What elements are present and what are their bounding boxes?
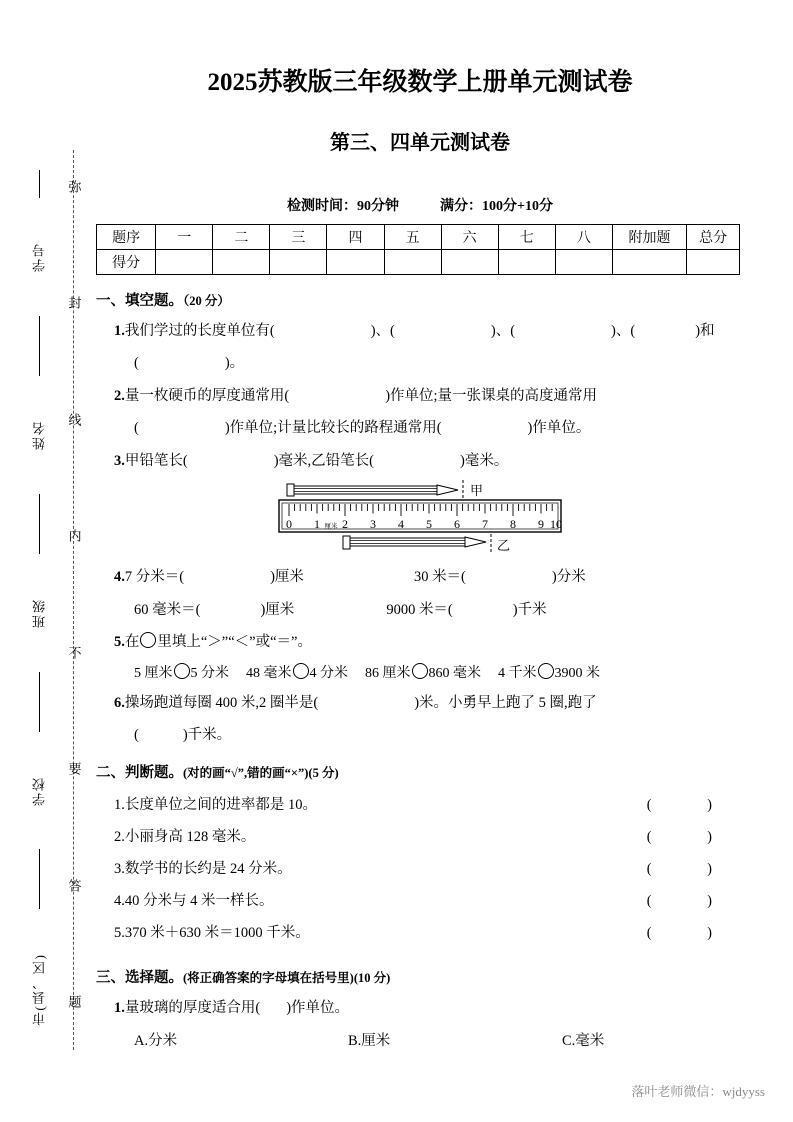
question-text: )毫米。 — [460, 452, 509, 469]
pencil-bottom-label: 乙 — [497, 538, 511, 554]
question-1-3 — [96, 450, 744, 472]
answer-parenthesis[interactable]: ( ) — [646, 892, 738, 909]
score-input-cell[interactable] — [327, 250, 384, 275]
question-text: )毫米,乙铅笔长( — [273, 452, 375, 469]
answer-parenthesis[interactable]: ( ) — [646, 828, 738, 845]
seal-notice-column — [62, 180, 86, 1010]
section-title: 三、选择题。 — [96, 969, 183, 986]
section-note: (对的画“√”,错的画“×”)(5 分) — [183, 765, 339, 780]
answer-parenthesis[interactable]: ( ) — [646, 796, 738, 813]
table-cell: 四 — [327, 225, 384, 250]
section-heading-fill — [96, 289, 744, 310]
comparison-circle[interactable] — [140, 632, 156, 648]
question-number: 6. — [114, 694, 125, 711]
question-text: )作单位;量一张课桌的高度通常用 — [385, 387, 598, 404]
comparison-right: 4 分米 — [309, 665, 348, 681]
question-number: 2. — [114, 387, 125, 404]
table-cell: 三 — [270, 225, 327, 250]
table-cell: 得分 — [97, 250, 156, 275]
answer-parenthesis[interactable]: ( ) — [646, 924, 738, 941]
comparison-right: 3900 米 — [554, 665, 600, 681]
comparison-item — [365, 662, 481, 682]
question-2-5 — [96, 921, 744, 942]
table-cell: 总分 — [687, 225, 740, 250]
comparison-left: 4 千米 — [498, 665, 537, 681]
seal-field-school: 学校 — [31, 775, 47, 806]
ruler-diagram-svg — [275, 478, 565, 556]
table-row — [97, 225, 740, 250]
question-text — [114, 857, 292, 878]
table-cell: 五 — [384, 225, 441, 250]
question-1-6-line2 — [96, 724, 744, 746]
pencil-top-label: 甲 — [470, 483, 484, 499]
seal-fields-column — [26, 170, 52, 1070]
question-1-6 — [96, 692, 744, 714]
score-input-cell[interactable] — [441, 250, 498, 275]
question-body: 370 米＋630 米＝1000 千米。 — [124, 924, 310, 941]
seal-notice-char: 答 — [66, 878, 82, 894]
page-title: 2025苏教版三年级数学上册单元测试卷 — [207, 69, 633, 96]
comparison-right: 5 分米 — [190, 665, 229, 681]
question-text — [114, 921, 310, 942]
seal-notice-char: 封 — [66, 296, 82, 312]
seal-notice-char: 内 — [66, 529, 82, 545]
question-body: 数学书的长约是 24 分米。 — [124, 860, 292, 877]
question-text: )厘米 — [260, 601, 295, 618]
comparison-item — [498, 662, 600, 682]
question-text: )分米 — [551, 569, 586, 586]
comparison-row — [96, 662, 744, 682]
score-input-cell[interactable] — [213, 250, 270, 275]
comparison-left: 48 毫米 — [246, 665, 292, 681]
question-text: 甲铅笔长( — [124, 452, 188, 469]
question-number: 5. — [114, 924, 125, 941]
question-body: 长度单位之间的进率都是 10。 — [124, 796, 317, 813]
question-text: ( — [134, 355, 139, 372]
table-row — [97, 250, 740, 275]
question-text: )千米。 — [182, 727, 232, 744]
question-text: )作单位。 — [286, 999, 350, 1016]
comparison-circle[interactable] — [412, 663, 428, 679]
svg-text:9: 9 — [538, 517, 544, 532]
table-cell: 二 — [213, 225, 270, 250]
table-cell: 七 — [498, 225, 555, 250]
section-title: 二、判断题。 — [96, 764, 183, 781]
seal-notice-char: 弥 — [66, 180, 82, 195]
question-1-4-line1 — [96, 566, 744, 588]
question-text: )米。小勇早上跑了 5 圈,跑了 — [414, 694, 597, 711]
question-text — [114, 825, 255, 846]
question-3-1-options — [96, 1029, 744, 1050]
question-body: 40 分米与 4 米一样长。 — [124, 892, 274, 909]
page-subtitle: 第三、四单元测试卷 — [330, 132, 510, 154]
seal-notice-char: 线 — [66, 412, 82, 428]
section-title: 一、填空题。 — [96, 293, 183, 309]
question-number: 2. — [114, 828, 125, 845]
seal-notice-char: 要 — [66, 762, 82, 778]
question-1-1-line2 — [96, 352, 744, 374]
svg-text:3: 3 — [370, 517, 376, 532]
question-text: ( — [134, 420, 139, 437]
table-cell: 八 — [555, 225, 612, 250]
question-text: 30 米＝( — [413, 569, 466, 586]
question-text: 我们学过的长度单位有( — [124, 323, 275, 339]
score-input-cell[interactable] — [612, 250, 686, 275]
question-2-2 — [96, 825, 744, 846]
question-text: )千米 — [512, 601, 547, 618]
question-text — [114, 889, 274, 910]
section-heading-choice — [96, 966, 744, 987]
seal-notice-char: 不 — [66, 645, 82, 661]
question-text: 操场跑道每圈 400 米,2 圈半是( — [124, 694, 319, 711]
score-input-cell[interactable] — [555, 250, 612, 275]
question-number: 3. — [114, 860, 125, 877]
question-number: 3. — [114, 452, 125, 469]
question-text: 7 分米＝( — [124, 569, 185, 586]
table-cell: 附加题 — [612, 225, 686, 250]
pencil-bottom — [343, 536, 486, 549]
seal-field-name: 姓名 — [31, 419, 47, 450]
comparison-left: 5 厘米 — [134, 665, 173, 681]
svg-text:5: 5 — [426, 517, 432, 532]
question-2-1 — [96, 793, 744, 814]
question-2-3 — [96, 857, 744, 878]
seal-notice-char: 题 — [66, 994, 82, 1010]
question-text: 量玻璃的厚度适合用( — [124, 999, 261, 1016]
question-2-4 — [96, 889, 744, 910]
sealing-margin — [0, 0, 90, 1122]
option-a[interactable]: A.分米 — [134, 1033, 178, 1050]
svg-text:8: 8 — [510, 517, 516, 532]
question-text: 在 — [124, 634, 140, 651]
ruler-unit-label: 厘米 — [324, 523, 338, 531]
question-1-2 — [96, 385, 744, 407]
question-text: 里填上“＞”“＜”或“＝”。 — [157, 634, 312, 651]
question-text — [114, 793, 317, 814]
question-3-1 — [96, 997, 744, 1019]
table-cell: 六 — [441, 225, 498, 250]
question-number: 5. — [114, 634, 125, 651]
comparison-right: 860 毫米 — [428, 665, 481, 681]
question-text: )作单位。 — [527, 420, 591, 437]
question-number: 4. — [114, 892, 125, 909]
seal-field-district: 市(县、区) — [31, 953, 47, 1027]
comparison-left: 86 厘米 — [365, 665, 411, 681]
seal-field-student-id: 学号 — [31, 241, 47, 272]
score-input-cell[interactable] — [687, 250, 740, 275]
question-text: )作单位;计量比较长的路程通常用( — [224, 420, 442, 437]
question-1-1 — [96, 320, 744, 342]
svg-text:1: 1 — [314, 517, 320, 532]
question-text: 60 毫米＝( — [134, 601, 201, 618]
question-text: 9000 米＝( — [386, 601, 453, 618]
exam-score-label: 满分：100分+10分 — [440, 199, 553, 214]
score-input-cell[interactable] — [156, 250, 213, 275]
question-body: 小丽身高 128 毫米。 — [124, 828, 256, 845]
score-input-cell[interactable] — [384, 250, 441, 275]
svg-text:2: 2 — [342, 517, 348, 532]
question-text: )、( — [490, 323, 516, 339]
section-heading-truefalse — [96, 761, 744, 782]
exam-time-label: 检测时间：90分钟 — [287, 199, 399, 214]
svg-text:0: 0 — [286, 517, 292, 532]
table-cell: 一 — [156, 225, 213, 250]
pencil-top — [287, 484, 458, 496]
answer-parenthesis[interactable]: ( ) — [646, 860, 738, 877]
question-text: ( — [134, 727, 139, 744]
question-text: )、( — [611, 323, 636, 339]
svg-text:10: 10 — [550, 517, 562, 532]
question-text: )、( — [370, 323, 395, 339]
svg-text:7: 7 — [482, 517, 488, 532]
table-cell: 题序 — [97, 225, 156, 250]
score-input-cell[interactable] — [270, 250, 327, 275]
question-number: 1. — [114, 796, 125, 813]
question-text: )和 — [695, 323, 715, 339]
comparison-circle[interactable] — [293, 663, 309, 679]
comparison-item — [134, 662, 229, 682]
seal-field-class: 班级 — [31, 597, 47, 628]
question-number: 1. — [114, 323, 125, 339]
comparison-circle[interactable] — [174, 663, 190, 679]
question-number: 4. — [114, 569, 125, 586]
ruler-figure — [96, 478, 744, 556]
question-text: )。 — [224, 355, 245, 372]
svg-text:6: 6 — [454, 517, 460, 532]
option-c[interactable]: C.毫米 — [562, 1033, 605, 1050]
exam-content — [96, 0, 744, 1122]
comparison-circle[interactable] — [538, 663, 554, 679]
question-1-5 — [96, 631, 744, 653]
question-text: 量一枚硬币的厚度通常用( — [124, 387, 290, 404]
score-input-cell[interactable] — [498, 250, 555, 275]
option-b[interactable]: B.厘米 — [348, 1033, 391, 1050]
question-1-4-line2 — [96, 599, 744, 621]
question-text: )厘米 — [270, 569, 304, 586]
exam-meta — [96, 195, 744, 215]
section-points: （20 分） — [183, 294, 230, 308]
question-1-2-line2 — [96, 417, 744, 439]
svg-text:4: 4 — [398, 517, 404, 532]
score-table — [96, 224, 740, 275]
watermark-text: 落叶老师微信：wjdyyss — [631, 1084, 765, 1099]
question-number: 1. — [114, 999, 125, 1016]
comparison-item — [246, 662, 348, 682]
section-note: (将正确答案的字母填在括号里)(10 分) — [183, 970, 391, 985]
